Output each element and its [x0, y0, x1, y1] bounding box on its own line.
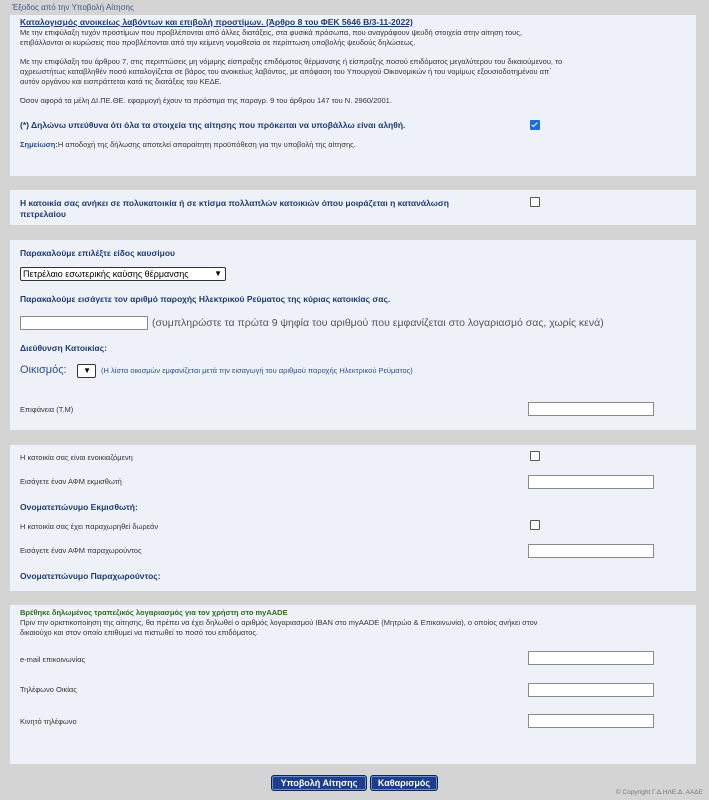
building-checkbox[interactable]: [530, 197, 540, 207]
grantor-name-label: Ονοματεπώνυμο Παραχωρούντος:: [20, 571, 161, 581]
note-text: Η αποδοχή της δήλωσης αποτελεί απαραίτητη προϋπόθεση για την υποβολή της αίτησης.: [57, 140, 356, 149]
declaration-checkbox[interactable]: [530, 120, 540, 130]
grantor-afm-label: Εισάγετε έναν ΑΦΜ παραχωρούντος: [20, 546, 142, 555]
penalties-para3: Όσον αφορά τα μέλη ΔΙ.ΠΕ.ΘΕ. εφαρμογή έχουν τα πρόστιμα της παραγρ. 9 του άρθρου 147 του Ν. 2960/2001.: [20, 96, 392, 105]
grantor-afm-input[interactable]: [528, 544, 654, 558]
home-phone-label: Τηλέφωνο Οικίας: [20, 685, 77, 694]
rented-checkbox[interactable]: [530, 451, 540, 461]
penalties-panel: [10, 15, 696, 176]
power-hint: (συμπληρώστε τα πρώτα 9 ψηφία του αριθμού που εμφανίζεται στο λογαριασμό σας, χωρίς κενά): [152, 317, 604, 329]
landlord-afm-input[interactable]: [528, 475, 654, 489]
chevron-down-icon: ▼: [83, 366, 91, 375]
submit-button[interactable]: Υποβολή Αίτησης: [271, 775, 367, 791]
fuel-select[interactable]: [20, 267, 226, 281]
penalties-para1-line2: επιβάλλονται οι κυρώσεις που προβλέπονται από την κείμενη νομοθεσία σε περίπτωση υποβολής ψευδούς δηλώσεως.: [20, 38, 416, 47]
iban-text-line1: Πριν την οριστικοποίηση της αίτησης, θα πρέπει να έχει δηλωθεί ο αριθμός λογαριασμού IBAN στο myAADE (Μητρώο & Επικοινωνία), ο οποίος ανήκει στον: [20, 618, 538, 627]
penalties-para2-line3: αυτόν οργάνου και εισπράττεται κατά τις διατάξεις του ΚΕΔΕ.: [20, 77, 222, 86]
penalties-para2-line2: αχρεωστήτως καταβληθέν ποσό καταλογίζεται σε βάρος του ανοικείως λαβόντος, με απόφαση του Υπουργού Οικονομικών ή του νομίμως εξουσιοδοτημένου απ΄: [20, 67, 552, 76]
clear-button[interactable]: Καθαρισμός: [370, 775, 438, 791]
fuel-choose-label: Παρακαλούμε επιλέξτε είδος καυσίμου: [20, 248, 176, 258]
exit-link[interactable]: Έξοδος από την Υποβολή Αίτησης: [12, 3, 134, 12]
declaration-label: (*) Δηλώνω υπεύθυνα ότι όλα τα στοιχεία της αίτησης που πρόκειται να υποβάλλω είναι αληθή.: [20, 120, 406, 130]
building-question-line2: πετρελαίου: [20, 209, 66, 219]
power-label: Παρακαλούμε εισάγετε τον αριθμό παροχής Ηλεκτρικού Ρεύματος της κύριας κατοικίας σας.: [20, 294, 391, 304]
contact-panel: [10, 605, 696, 764]
settlement-select[interactable]: [77, 364, 96, 378]
note-label: Σημείωση:: [20, 140, 58, 149]
settlement-label: Οικισμός:: [20, 364, 67, 376]
penalties-title: Καταλογισμός ανοικείως λαβόντων και επιβολή προστίμων. (Άρθρο 8 του ΦΕΚ 5646 Β/3-11-2022): [20, 17, 413, 27]
building-question-line1: Η κατοικία σας ανήκει σε πολυκατοικία ή σε κτίσμα πολλαπλών κατοικιών όπου μοιράζεται η κατανάλωση: [20, 198, 449, 208]
area-label: Επιφάνεια (Τ.Μ): [20, 405, 74, 414]
email-label: e-mail επικοινωνίας: [20, 655, 86, 664]
landlord-afm-label: Εισάγετε έναν ΑΦΜ εκμισθωτή: [20, 477, 122, 486]
iban-text-line2: δικαιούχο και στον οποίο επιθυμεί να πιστωθεί το ποσό του επιδόματος.: [20, 628, 259, 637]
settlement-hint: (Η λίστα οικισμών εμφανίζεται μετά την εισαγωγή του αριθμού παροχής Ηλεκτρικού Ρεύματος): [101, 366, 413, 375]
landlord-name-label: Ονοματεπώνυμο Εκμισθωτή:: [20, 502, 138, 512]
iban-title: Βρέθηκε δηλωμένος τραπεζικός λογαριασμός για τον χρήστη στο myAADE: [20, 608, 288, 617]
rented-label: Η κατοικία σας είναι ενοικιαζόμενη: [20, 453, 133, 462]
penalties-para2-line1: Με την επιφύλαξη του άρθρου 7, στις περιπτώσεις μη νόμιμης είσπραξης επιδόματος θέρμανσης ή είσπραξης ποσού επιδόματος μεγαλύτερου του δικαιούμενου, το: [20, 57, 563, 66]
email-input[interactable]: [528, 651, 654, 665]
power-supply-input[interactable]: [20, 316, 148, 330]
granted-checkbox[interactable]: [530, 520, 540, 530]
building-panel: [10, 190, 696, 225]
address-label: Διεύθυνση Κατοικίας:: [20, 343, 107, 353]
area-input[interactable]: [528, 402, 654, 416]
fuel-panel: [10, 240, 696, 430]
mobile-input[interactable]: [528, 714, 654, 728]
copyright: © Copyright Γ.Δ.ΗΛΕ.Δ. ΑΑΔΕ: [615, 789, 703, 796]
mobile-label: Κινητό τηλέφωνο: [20, 717, 77, 726]
granted-label: Η κατοικία σας έχει παραχωρηθεί δωρεάν: [20, 522, 159, 531]
penalties-para1-line1: Με την επιφύλαξη τυχόν προστίμων που προβλέπονται από άλλες διατάξεις, στα φυσικά πρόσωπα, που αναγράφουν ψευδή στοιχεία στην αίτηση τους,: [20, 28, 522, 37]
rental-panel: [10, 445, 696, 591]
chevron-down-icon: ▼: [214, 269, 222, 278]
fuel-select-value: Πετρέλαιο εσωτερικής καύσης θέρμανσης: [23, 269, 189, 279]
home-phone-input[interactable]: [528, 683, 654, 697]
